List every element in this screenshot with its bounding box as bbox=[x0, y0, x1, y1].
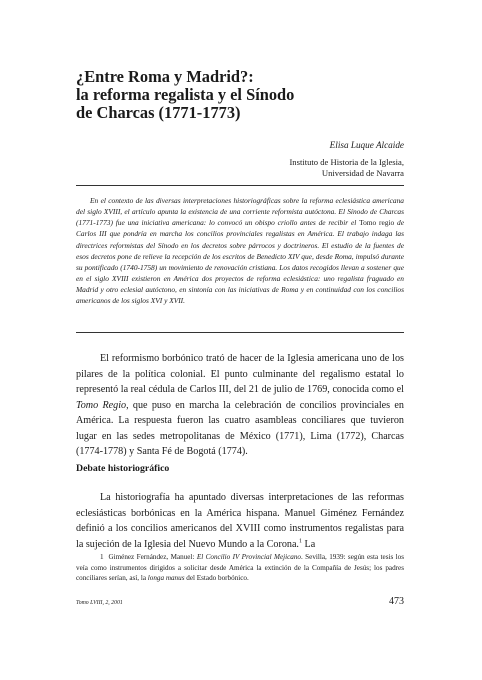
footnote bbox=[76, 552, 404, 584]
abstract-top-rule bbox=[76, 185, 404, 186]
footnote-author: Giménez Fernández, Manuel: bbox=[108, 553, 197, 561]
abstract-text: En el contexto de las diversas interpretaciones historiográficas sobre la reforma eclesiástica americana del siglo XVIII, el artículo apunta la existencia de una corriente reformista autóctona. El Sínodo de Charcas (1771-1773) fue una iniciativa americana: lo convocó un obispo criollo antes de recibir el bbox=[76, 196, 404, 228]
footnote-latin: longa manus bbox=[147, 574, 185, 583]
intro-tomo-regio: Tomo Regio bbox=[76, 399, 127, 411]
affiliation-line: Universidad de Navarra bbox=[321, 168, 404, 178]
title-line: de Charcas (1771-1773) bbox=[76, 103, 241, 122]
abstract bbox=[76, 195, 404, 307]
section-text: La historiografía ha apuntado diversas interpretaciones de las reformas eclesiásticas borbónicas en la América hispana. Manuel Giménez Fernández definió a los concilios americanos del XVIII como instrumentos regalistas para la sujeción de la Iglesia del Nuevo Mundo a la Corona. bbox=[76, 492, 404, 550]
page-number: 473 bbox=[389, 596, 404, 607]
affiliation-line: Instituto de Historia de la Iglesia, bbox=[289, 157, 404, 167]
intro-text: El reformismo borbónico trató de hacer de la Iglesia americana uno de los pilares de la política colonial. El punto culminante del regalismo estatal lo representó la real cédula de Carlos III, del 21 de julio de 1769, conocida como el bbox=[76, 353, 404, 395]
article-title bbox=[76, 68, 416, 122]
footnote-work-title: El Concilio IV Provincial Mejicano bbox=[196, 553, 301, 561]
journal-info: Tomo LVIII, 2, 2001 bbox=[76, 600, 123, 606]
footnote-number: 1 bbox=[100, 553, 104, 561]
section-text-trailing: La bbox=[302, 538, 316, 550]
abstract-bottom-rule bbox=[76, 332, 404, 333]
author-affiliation bbox=[204, 157, 404, 179]
section-heading: Debate historiográfico bbox=[76, 463, 170, 474]
footnote-marker[interactable]: 1 bbox=[298, 538, 303, 545]
intro-paragraph bbox=[76, 351, 404, 460]
footnote-text-end: del Estado borbónico. bbox=[184, 574, 249, 583]
section-paragraph bbox=[76, 490, 404, 552]
abstract-text-cont: de Carlos III que pondría en marcha los concilios provinciales regalistas en América. El trabajo indaga las directrices reformistas del Sínodo en los decretos sobre párrocos y doctrineros. El estudio de la fuentes de esos decretos pone de relieve la recepción de los escritos de Benedicto XIV que, desde Roma, impulsó durante su pontificado (1740-1758) un movimiento de renovación cristiana. Los datos recogidos llevan a sostener que en el siglo XVIII existieron en América dos proyectos de reforma eclesiástica: uno regalista fraguado en Madrid y otro eclesial autóctono, en sintonía con las iniciativas de Roma y en continuidad con los concilios americanos de los siglos XVI y XVII. bbox=[76, 218, 405, 306]
author-name: Elisa Luque Alcaide bbox=[329, 140, 404, 150]
footnote-text: . Sevilla, 1939: según esta tesis los veía como instrumentos dirigidos a solicitar desde América la extinción de la Compañía de Jesús; los padres conciliares serían, así, la bbox=[76, 553, 405, 583]
title-line: la reforma regalista y el Sínodo bbox=[76, 85, 295, 104]
intro-text-cont: , que puso en marcha la celebración de concilios provinciales en América. La respuesta fueron las cuatro asambleas conciliares que tuvieron lugar en las sedes metropolitanas de México (1771), Lima (1772), Charcas (1774-1778) y Santa Fé de Bogotá (1774). bbox=[76, 399, 404, 457]
abstract-tomo-regio: Tomo regio bbox=[359, 218, 395, 228]
title-line: ¿Entre Roma y Madrid?: bbox=[76, 67, 254, 86]
